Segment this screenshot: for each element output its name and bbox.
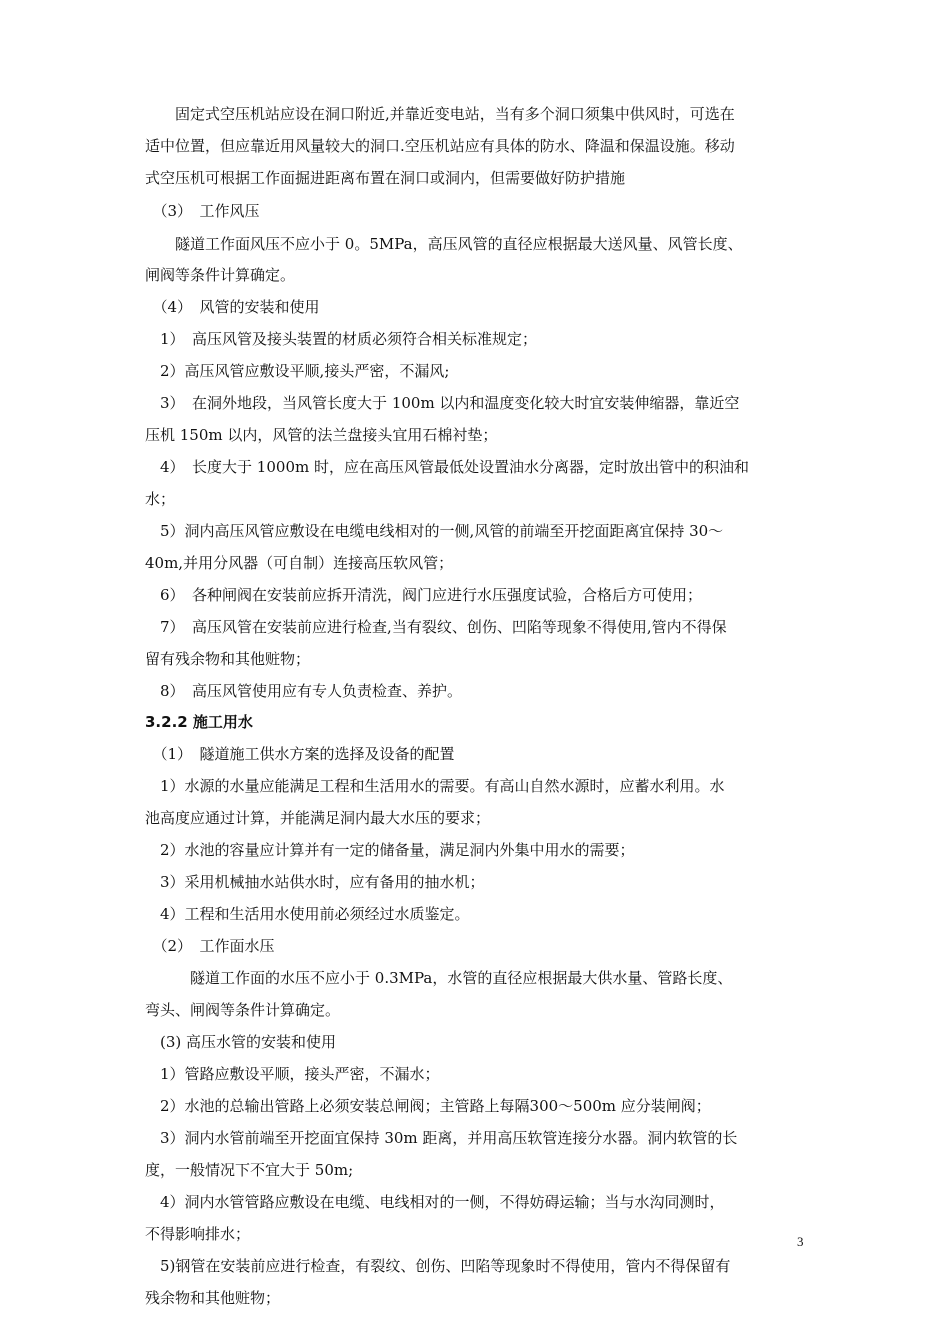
text-line: 不得影响排水；: [145, 1225, 251, 1243]
text-line: （4） 风管的安装和使用: [145, 298, 320, 316]
text-line: 水；: [145, 490, 176, 508]
text-line: 隧道工作面的水压不应小于 0.3MPa，水管的直径应根据最大供水量、管路长度、: [145, 969, 733, 987]
text-line: 6） 各种闸阀在安装前应拆开清洗，阀门应进行水压强度试验，合格后方可使用；: [145, 586, 703, 604]
text-line: （1） 隧道施工供水方案的选择及设备的配置: [145, 745, 455, 763]
text-line: 隧道工作面风压不应小于 0。5MPa，高压风管的直径应根据最大送风量、风管长度、: [145, 235, 743, 253]
text-line: （3） 工作风压: [145, 202, 260, 220]
text-line: 3）采用机械抽水站供水时，应有备用的抽水机；: [145, 873, 485, 891]
text-line: 3）洞内水管前端至开挖面宜保持 30m 距离，并用高压软管连接分水器。洞内软管的长: [145, 1129, 738, 1147]
text-line: 3） 在洞外地段，当风管长度大于 100m 以内和温度变化较大时宜安装伸缩器，靠近空: [145, 394, 740, 412]
text-line: 式空压机可根据工作面掘进距离布置在洞口或洞内，但需要做好防护措施: [145, 169, 626, 187]
text-line: 留有残余物和其他赃物；: [145, 650, 311, 668]
text-line: 适中位置，但应靠近用风量较大的洞口.空压机站应有具体的防水、降温和保温设施。移动: [145, 137, 735, 155]
text-line: 度，一般情况下不宜大于 50m;: [145, 1161, 354, 1179]
text-line: 7） 高压风管在安装前应进行检查,当有裂纹、创伤、凹陷等现象不得使用,管内不得保: [145, 618, 727, 636]
text-line: 残余物和其他赃物；: [145, 1289, 281, 1307]
text-line: 压机 150m 以内，风管的法兰盘接头宜用石棉衬垫；: [145, 426, 498, 444]
text-line: 4）工程和生活用水使用前必须经过水质鉴定。: [145, 905, 470, 923]
text-line: 8） 高压风管使用应有专人负责检查、养护。: [145, 682, 463, 700]
text-line: 池高度应通过计算，并能满足洞内最大水压的要求；: [145, 809, 491, 827]
text-line: （2） 工作面水压: [145, 937, 275, 955]
section-heading: 3.2.2 施工用水: [145, 713, 253, 731]
text-line: 4） 长度大于 1000m 时，应在高压风管最低处设置油水分离器，定时放出管中的积油和: [145, 458, 749, 476]
text-line: (3) 高压水管的安装和使用: [145, 1033, 337, 1051]
text-line: 5）洞内高压风管应敷设在电缆电线相对的一侧,风管的前端至开挖面距离宜保持 30～: [145, 522, 724, 540]
text-line: 弯头、闸阀等条件计算确定。: [145, 1001, 341, 1019]
text-line: 固定式空压机站应设在洞口附近,并靠近变电站，当有多个洞口须集中供风时，可选在: [145, 105, 735, 123]
text-line: 4）洞内水管管路应敷设在电缆、电线相对的一侧，不得妨碍运输；当与水沟同测时，: [145, 1193, 725, 1211]
text-line: 2）水池的容量应计算并有一定的储备量，满足洞内外集中用水的需要；: [145, 841, 635, 859]
text-line: 2）水池的总输出管路上必须安装总闸阀；主管路上每隔300～500m 应分装闸阀；: [145, 1097, 711, 1115]
text-line: 2）高压风管应敷设平顺,接头严密，不漏风;: [145, 362, 450, 380]
page-number: 3: [797, 1234, 804, 1249]
text-line: 1）管路应敷设平顺，接头严密，不漏水；: [145, 1065, 440, 1083]
text-line: 5)钢管在安装前应进行检查，有裂纹、创伤、凹陷等现象时不得使用，管内不得保留有: [145, 1257, 731, 1275]
text-line: 40m,并用分风器（可自制）连接高压软风管；: [145, 554, 454, 572]
text-line: 闸阀等条件计算确定。: [145, 266, 296, 284]
text-line: 1）水源的水量应能满足工程和生活用水的需要。有高山自然水源时，应蓄水利用。水: [145, 777, 725, 795]
text-line: 1） 高压风管及接头装置的材质必须符合相关标准规定；: [145, 330, 538, 348]
